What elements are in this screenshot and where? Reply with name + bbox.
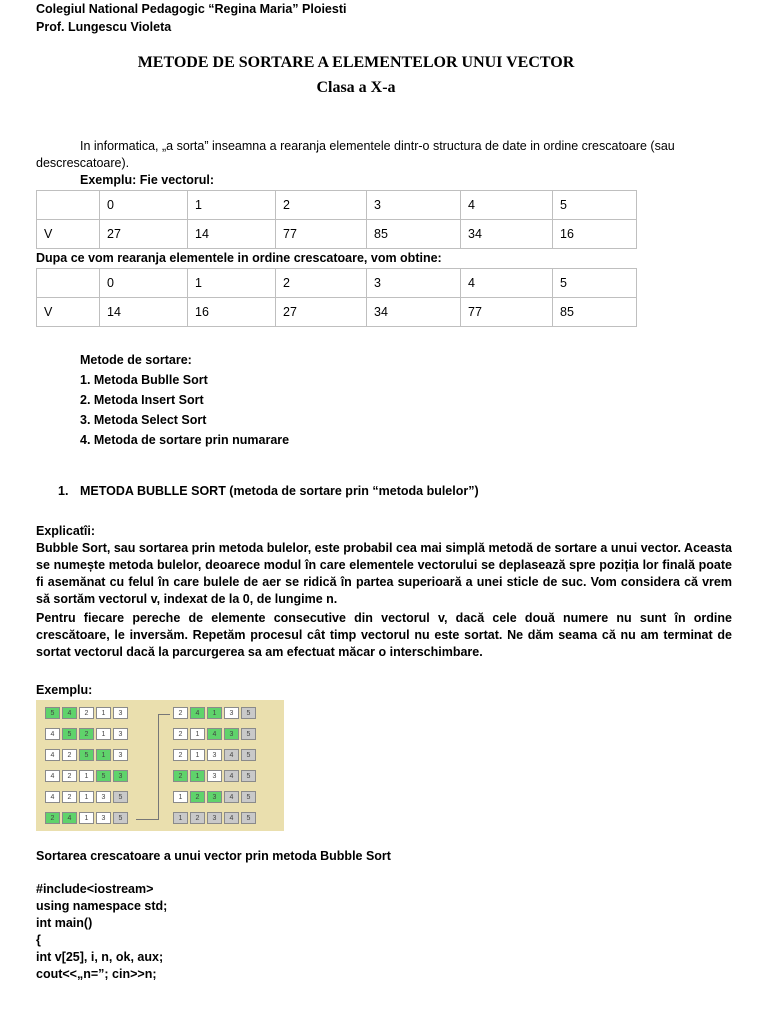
diagram-cell: 3 [224, 707, 239, 719]
diagram-cell: 1 [190, 749, 205, 761]
table-cell [37, 269, 100, 298]
diagram-row [45, 707, 130, 719]
diagram-cell: 2 [173, 749, 188, 761]
diagram-cell: 5 [241, 707, 256, 719]
table-cell: 0 [100, 191, 188, 220]
table-cell: 3 [367, 269, 461, 298]
diagram-cell: 1 [173, 791, 188, 803]
table-cell: 2 [276, 191, 367, 220]
table-cell: V [37, 220, 100, 249]
diagram-row [173, 791, 258, 803]
diagram-cell: 1 [190, 728, 205, 740]
diagram-cell: 1 [96, 728, 111, 740]
diagram-cell: 5 [113, 791, 128, 803]
school-name: Colegiul National Pedagogic “Regina Maria” Ploiesti [36, 2, 347, 16]
diagram-cell: 4 [207, 728, 222, 740]
diagram-cell: 4 [224, 812, 239, 824]
diagram-cell: 1 [96, 707, 111, 719]
diagram-cell: 2 [79, 707, 94, 719]
list-item: 3. Metoda Select Sort [80, 413, 207, 427]
diagram-cell: 5 [241, 770, 256, 782]
table-cell: 14 [100, 298, 188, 327]
diagram-row [45, 791, 130, 803]
code-line: { [36, 933, 41, 947]
code-line: int main() [36, 916, 93, 930]
diagram-cell: 1 [79, 770, 94, 782]
table-cell: 2 [276, 269, 367, 298]
diagram-cell: 3 [224, 728, 239, 740]
diagram-cell: 3 [113, 707, 128, 719]
code-line: using namespace std; [36, 899, 168, 913]
diagram-cell: 3 [207, 770, 222, 782]
diagram-cell: 4 [224, 791, 239, 803]
diagram-cell: 3 [207, 812, 222, 824]
diagram-row [173, 707, 258, 719]
table-cell: 4 [461, 191, 553, 220]
diagram-row [45, 728, 130, 740]
diagram-cell: 3 [113, 728, 128, 740]
teacher-name: Prof. Lungescu Violeta [36, 20, 172, 34]
diagram-cell: 1 [173, 812, 188, 824]
table-cell: 77 [461, 298, 553, 327]
table-row [37, 191, 637, 220]
diagram-cell: 3 [207, 749, 222, 761]
table-cell: 1 [188, 269, 276, 298]
diagram-cell: 3 [96, 812, 111, 824]
after-sort-text: Dupa ce vom rearanja elementele in ordine crescatoare, vom obtine: [36, 251, 442, 265]
diagram-cell: 4 [62, 812, 77, 824]
diagram-cell: 5 [96, 770, 111, 782]
diagram-connector [158, 714, 170, 715]
bubble-sort-diagram [36, 700, 284, 831]
diagram-cell: 5 [241, 728, 256, 740]
list-item: 1. Metoda Bublle Sort [80, 373, 208, 387]
list-item: 2. Metoda Insert Sort [80, 393, 204, 407]
diagram-cell: 1 [207, 707, 222, 719]
diagram-cell: 1 [190, 770, 205, 782]
page-subtitle: Clasa a X-a [316, 79, 396, 96]
diagram-cell: 2 [79, 728, 94, 740]
code-line: #include<iostream> [36, 882, 154, 896]
table-cell: 27 [100, 220, 188, 249]
diagram-cell: 5 [113, 812, 128, 824]
example-label: Exemplu: Fie vectorul: [80, 173, 215, 187]
diagram-cell: 4 [62, 707, 77, 719]
diagram-cell: 4 [224, 770, 239, 782]
table-cell: 27 [276, 298, 367, 327]
table-cell: 1 [188, 191, 276, 220]
diagram-row [45, 812, 130, 824]
diagram-row [173, 812, 258, 824]
section-number: 1. [58, 484, 69, 498]
explanation-paragraph-2: Pentru fiecare pereche de elemente consecutive din vectorul v, dacă cele două numere nu sunt în ordine crescătoare, le inversăm. Repetăm procesul cât timp vectorul nu este sortat. Ne dăm seama că nu am terminat de sortat vectorul dacă la parcurgerea sa am efectuat măcar o interschimbare. [36, 611, 732, 659]
table-cell: 3 [367, 191, 461, 220]
diagram-cell: 5 [241, 749, 256, 761]
diagram-cell: 3 [96, 791, 111, 803]
page-title: METODE DE SORTARE A ELEMENTELOR UNUI VECTOR [137, 54, 575, 71]
table-cell: 4 [461, 269, 553, 298]
diagram-cell: 1 [79, 791, 94, 803]
table-cell [37, 191, 100, 220]
table-cell: 16 [188, 298, 276, 327]
table-cell: 34 [367, 298, 461, 327]
diagram-cell: 2 [62, 791, 77, 803]
table-cell: 77 [276, 220, 367, 249]
diagram-cell: 4 [45, 791, 60, 803]
vector-table-sorted [36, 268, 637, 327]
table-cell: 14 [188, 220, 276, 249]
diagram-row [45, 770, 130, 782]
table-row [37, 298, 637, 327]
diagram-cell: 4 [45, 728, 60, 740]
diagram-connector [136, 819, 158, 820]
diagram-cell: 5 [241, 812, 256, 824]
table-cell: 5 [553, 191, 637, 220]
table-cell: 5 [553, 269, 637, 298]
table-cell: 34 [461, 220, 553, 249]
diagram-cell: 3 [207, 791, 222, 803]
example-label-2: Exemplu: [36, 683, 93, 697]
diagram-row [45, 749, 130, 761]
diagram-row [173, 728, 258, 740]
intro-paragraph: In informatica, „a sorta” inseamna a rearanja elementele dintr-o structura de date in ordine crescatoare (sau descrescatoare). [36, 139, 675, 170]
diagram-cell: 4 [45, 749, 60, 761]
code-line: cout<<„n=”; cin>>n; [36, 967, 157, 981]
diagram-row [173, 749, 258, 761]
diagram-cell: 2 [62, 770, 77, 782]
diagram-cell: 2 [173, 728, 188, 740]
diagram-cell: 5 [79, 749, 94, 761]
diagram-cell: 2 [190, 791, 205, 803]
table-cell: 85 [367, 220, 461, 249]
diagram-cell: 3 [113, 770, 128, 782]
diagram-cell: 4 [45, 770, 60, 782]
diagram-cell: 2 [62, 749, 77, 761]
diagram-connector [158, 714, 159, 820]
section-title: METODA BUBLLE SORT (metoda de sortare prin “metoda bulelor”) [80, 484, 479, 498]
vector-table-original [36, 190, 637, 249]
diagram-cell: 1 [96, 749, 111, 761]
diagram-cell: 4 [224, 749, 239, 761]
table-cell: V [37, 298, 100, 327]
table-cell: 16 [553, 220, 637, 249]
diagram-cell: 1 [79, 812, 94, 824]
diagram-cell: 2 [45, 812, 60, 824]
code-heading: Sortarea crescatoare a unui vector prin metoda Bubble Sort [36, 849, 391, 863]
code-line: int v[25], i, n, ok, aux; [36, 950, 164, 964]
diagram-cell: 5 [45, 707, 60, 719]
explanation-heading: Explicatîi: [36, 524, 96, 538]
diagram-cell: 2 [173, 770, 188, 782]
explanation-paragraph-1: Bubble Sort, sau sortarea prin metoda bulelor, este probabil cea mai simplă metodă de sortare a unui vector. Aceasta se numește metoda bulelor, deoarece modul în care elementele vectorului se deplasează spre poziția lor finală poate fi asemănat cu felul în care bulele de aer se ridică în partea superioară a unei sticle de suc. Vom considera că vrem să sortăm vectorul v, indexat de la 0, de lungime n. [36, 541, 732, 606]
table-cell: 0 [100, 269, 188, 298]
diagram-cell: 5 [241, 791, 256, 803]
diagram-cell: 2 [190, 812, 205, 824]
diagram-cell: 5 [62, 728, 77, 740]
diagram-cell: 3 [113, 749, 128, 761]
diagram-cell: 2 [173, 707, 188, 719]
table-cell: 85 [553, 298, 637, 327]
table-row [37, 220, 637, 249]
diagram-cell: 4 [190, 707, 205, 719]
table-row [37, 269, 637, 298]
list-item: 4. Metoda de sortare prin numarare [80, 433, 290, 447]
methods-heading: Metode de sortare: [80, 353, 192, 367]
diagram-row [173, 770, 258, 782]
